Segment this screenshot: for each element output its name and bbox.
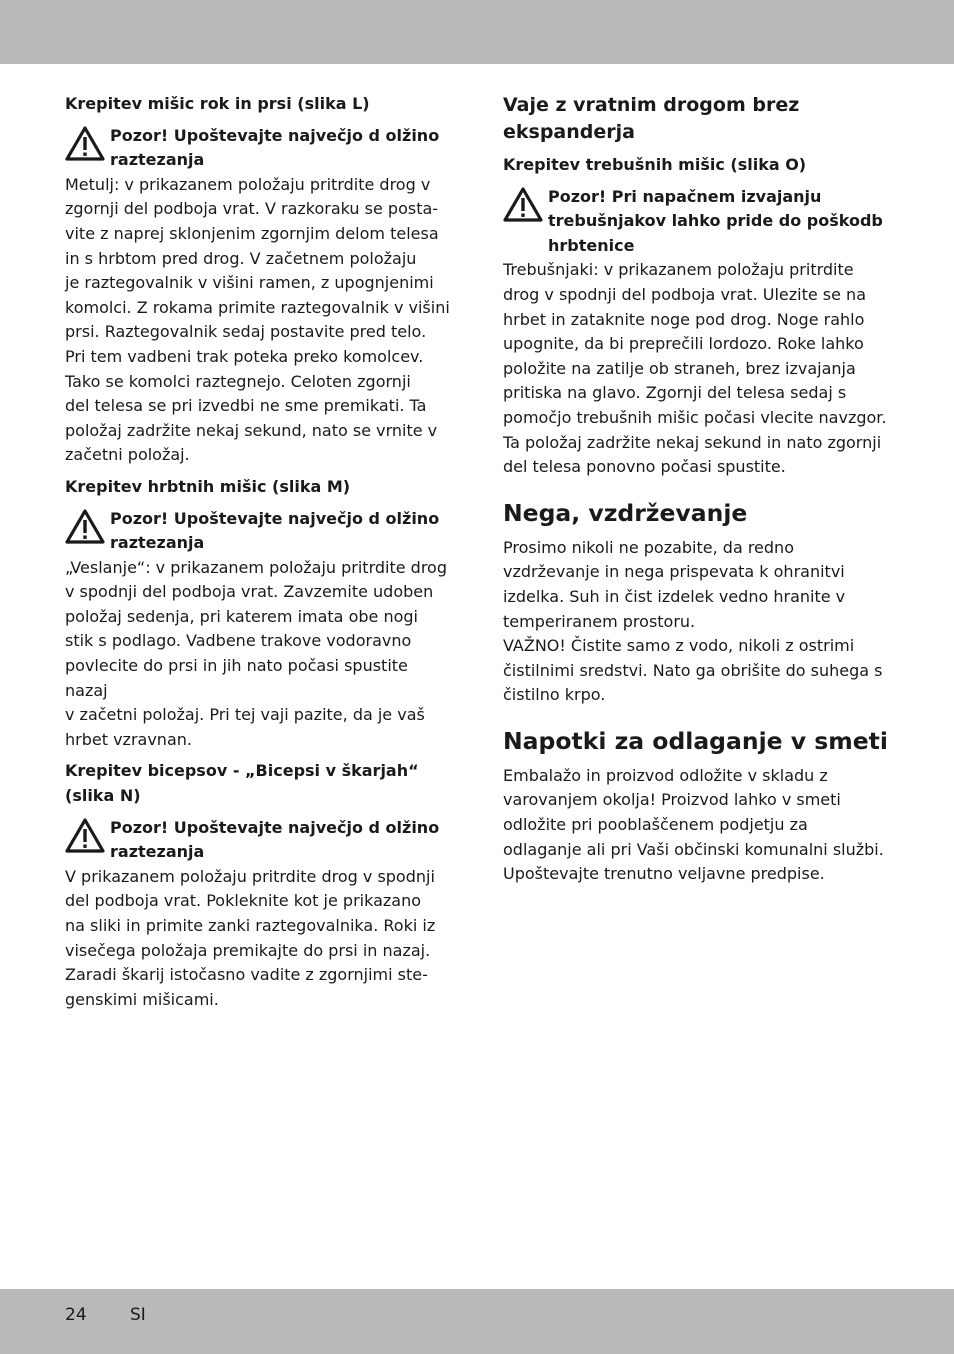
section-heading-door-bar: Vaje z vratnim drogom brez ekspanderja bbox=[503, 94, 800, 143]
text-line: odlaganje ali pri Vaši občinski komunalni službi. bbox=[503, 839, 884, 859]
heading-care-maintenance: Nega, vzdrževanje bbox=[503, 498, 748, 527]
section-title-back: Krepitev hrbtnih mišic (slika M) bbox=[65, 476, 351, 496]
text-line: Tako se komolci raztegnejo. Celoten zgornji bbox=[65, 371, 411, 391]
warning-triangle-icon bbox=[65, 818, 105, 854]
heading-disposal: Napotki za odlaganje v smeti bbox=[503, 726, 888, 755]
text-line: in s hrbtom pred drog. V začetnem položaju bbox=[65, 248, 417, 268]
section-title-biceps: Krepitev bicepsov - „Bicepsi v škarjah“ (slika N) bbox=[65, 761, 419, 806]
section-title-arms-chest: Krepitev mišic rok in prsi (slika L) bbox=[65, 94, 370, 113]
text-line: del podboja vrat. Pokleknite kot je prikazano bbox=[65, 891, 422, 911]
text-line: čistilno krpo. bbox=[503, 685, 606, 705]
text-line: komolci. Z rokama primite raztegovalnik v višini bbox=[65, 297, 450, 317]
text-line: drog v spodnji del podboja vrat. Ulezite se na bbox=[503, 284, 866, 304]
warning-triangle-icon bbox=[503, 187, 543, 223]
text-line: genskimi mišicami. bbox=[65, 989, 219, 1009]
paragraph-care bbox=[503, 536, 889, 708]
right-column bbox=[503, 92, 889, 887]
text-line: V prikazanem položaju pritrdite drog v spodnji bbox=[65, 866, 435, 886]
text-line: je raztegovalnik v višini ramen, z upognjenimi bbox=[65, 273, 434, 293]
text-line: „Veslanje“: v prikazanem položaju pritrdite drog bbox=[65, 557, 447, 577]
text-line: prsi. Raztegovalnik sedaj postavite pred telo. bbox=[65, 322, 427, 342]
top-header-bar bbox=[0, 0, 954, 64]
text-line: VAŽNO! Čistite samo z vodo, nikoli z ostrimi bbox=[503, 636, 855, 656]
warning-text: Pozor! Upoštevajte največjo d olžino raztezanja bbox=[110, 125, 440, 170]
text-line: upognite, da bi preprečili lordozo. Roke lahko bbox=[503, 334, 864, 354]
text-line: povlecite do prsi in jih nato počasi spustite nazaj bbox=[65, 656, 408, 700]
warning-block bbox=[65, 507, 451, 556]
warning-text: Pozor! Pri napačnem izvajanju trebušnjakov lahko pride do poškodb hrbtenice bbox=[548, 186, 883, 255]
text-line: izdelka. Suh in čist izdelek vedno hranite v bbox=[503, 586, 846, 606]
warning-block bbox=[65, 124, 451, 173]
text-line: Trebušnjaki: v prikazanem položaju pritrdite bbox=[503, 260, 854, 280]
text-line: pritiska na glavo. Zgornji del telesa sedaj s bbox=[503, 383, 847, 403]
paragraph-arms-chest bbox=[65, 173, 451, 468]
warning-block bbox=[503, 185, 889, 259]
warning-block bbox=[65, 816, 451, 865]
text-line: stik s podlago. Vadbene trakove vodoravno bbox=[65, 631, 412, 651]
paragraph-disposal bbox=[503, 764, 889, 887]
language-code: SI bbox=[130, 1305, 146, 1325]
text-line: Zaradi škarij istočasno vadite z zgornjimi ste- bbox=[65, 965, 428, 985]
text-line: Pri tem vadbeni trak poteka preko komolcev. bbox=[65, 346, 424, 366]
warning-triangle-icon bbox=[65, 126, 105, 162]
text-line: v začetni položaj. Pri tej vaji pazite, da je vaš bbox=[65, 705, 425, 725]
text-line: varovanjem okolja! Proizvod lahko v smeti bbox=[503, 790, 841, 810]
text-line: začetni položaj. bbox=[65, 445, 190, 465]
text-line: položite na zatilje ob straneh, brez izvajanja bbox=[503, 358, 856, 378]
text-line: položaj zadržite nekaj sekund, nato se vrnite v bbox=[65, 420, 438, 440]
text-line: Metulj: v prikazanem položaju pritrdite drog v bbox=[65, 174, 431, 194]
text-line: Ta položaj zadržite nekaj sekund in nato zgornji bbox=[503, 432, 882, 452]
warning-text: Pozor! Upoštevajte največjo d olžino raztezanja bbox=[110, 817, 440, 862]
text-line: temperiranem prostoru. bbox=[503, 611, 696, 631]
text-line: čistilnimi sredstvi. Nato ga obrišite do suhega s bbox=[503, 660, 883, 680]
page-number: 24 bbox=[65, 1305, 87, 1325]
paragraph-biceps bbox=[65, 865, 451, 1013]
text-line: del telesa ponovno počasi spustite. bbox=[503, 457, 786, 477]
text-line: zgornji del podboja vrat. V razkoraku se posta- bbox=[65, 199, 439, 219]
text-line: v spodnji del podboja vrat. Zavzemite udoben bbox=[65, 582, 434, 602]
text-line: Prosimo nikoli ne pozabite, da redno bbox=[503, 537, 794, 557]
text-line: položaj sedenja, pri katerem imata obe nogi bbox=[65, 606, 418, 626]
section-title-abdominal: Krepitev trebušnih mišic (slika O) bbox=[503, 155, 807, 174]
text-line: del telesa se pri izvedbi ne sme premikati. Ta bbox=[65, 396, 427, 416]
text-line: vzdrževanje in nega prispevata k ohranitvi bbox=[503, 562, 845, 582]
text-line: Upoštevajte trenutno veljavne predpise. bbox=[503, 864, 825, 884]
text-line: Embalažo in proizvod odložite v skladu z bbox=[503, 765, 828, 785]
text-line: odložite pri pooblaščenem podjetju za bbox=[503, 815, 808, 835]
text-line: pomočjo trebušnih mišic počasi vlecite navzgor. bbox=[503, 407, 887, 427]
warning-triangle-icon bbox=[65, 509, 105, 545]
left-column bbox=[65, 92, 451, 1012]
text-line: hrbet in zataknite noge pod drog. Noge rahlo bbox=[503, 309, 865, 329]
paragraph-abdominal bbox=[503, 258, 889, 479]
paragraph-back bbox=[65, 556, 451, 753]
text-line: vite z naprej sklonjenim zgornjim delom telesa bbox=[65, 223, 439, 243]
text-line: visečega položaja premikajte do prsi in nazaj. bbox=[65, 940, 431, 960]
text-line: na sliki in primite zanki raztegovalnika. Roki iz bbox=[65, 916, 436, 935]
warning-text: Pozor! Upoštevajte največjo d olžino raztezanja bbox=[110, 508, 440, 553]
text-line: hrbet vzravnan. bbox=[65, 729, 192, 749]
